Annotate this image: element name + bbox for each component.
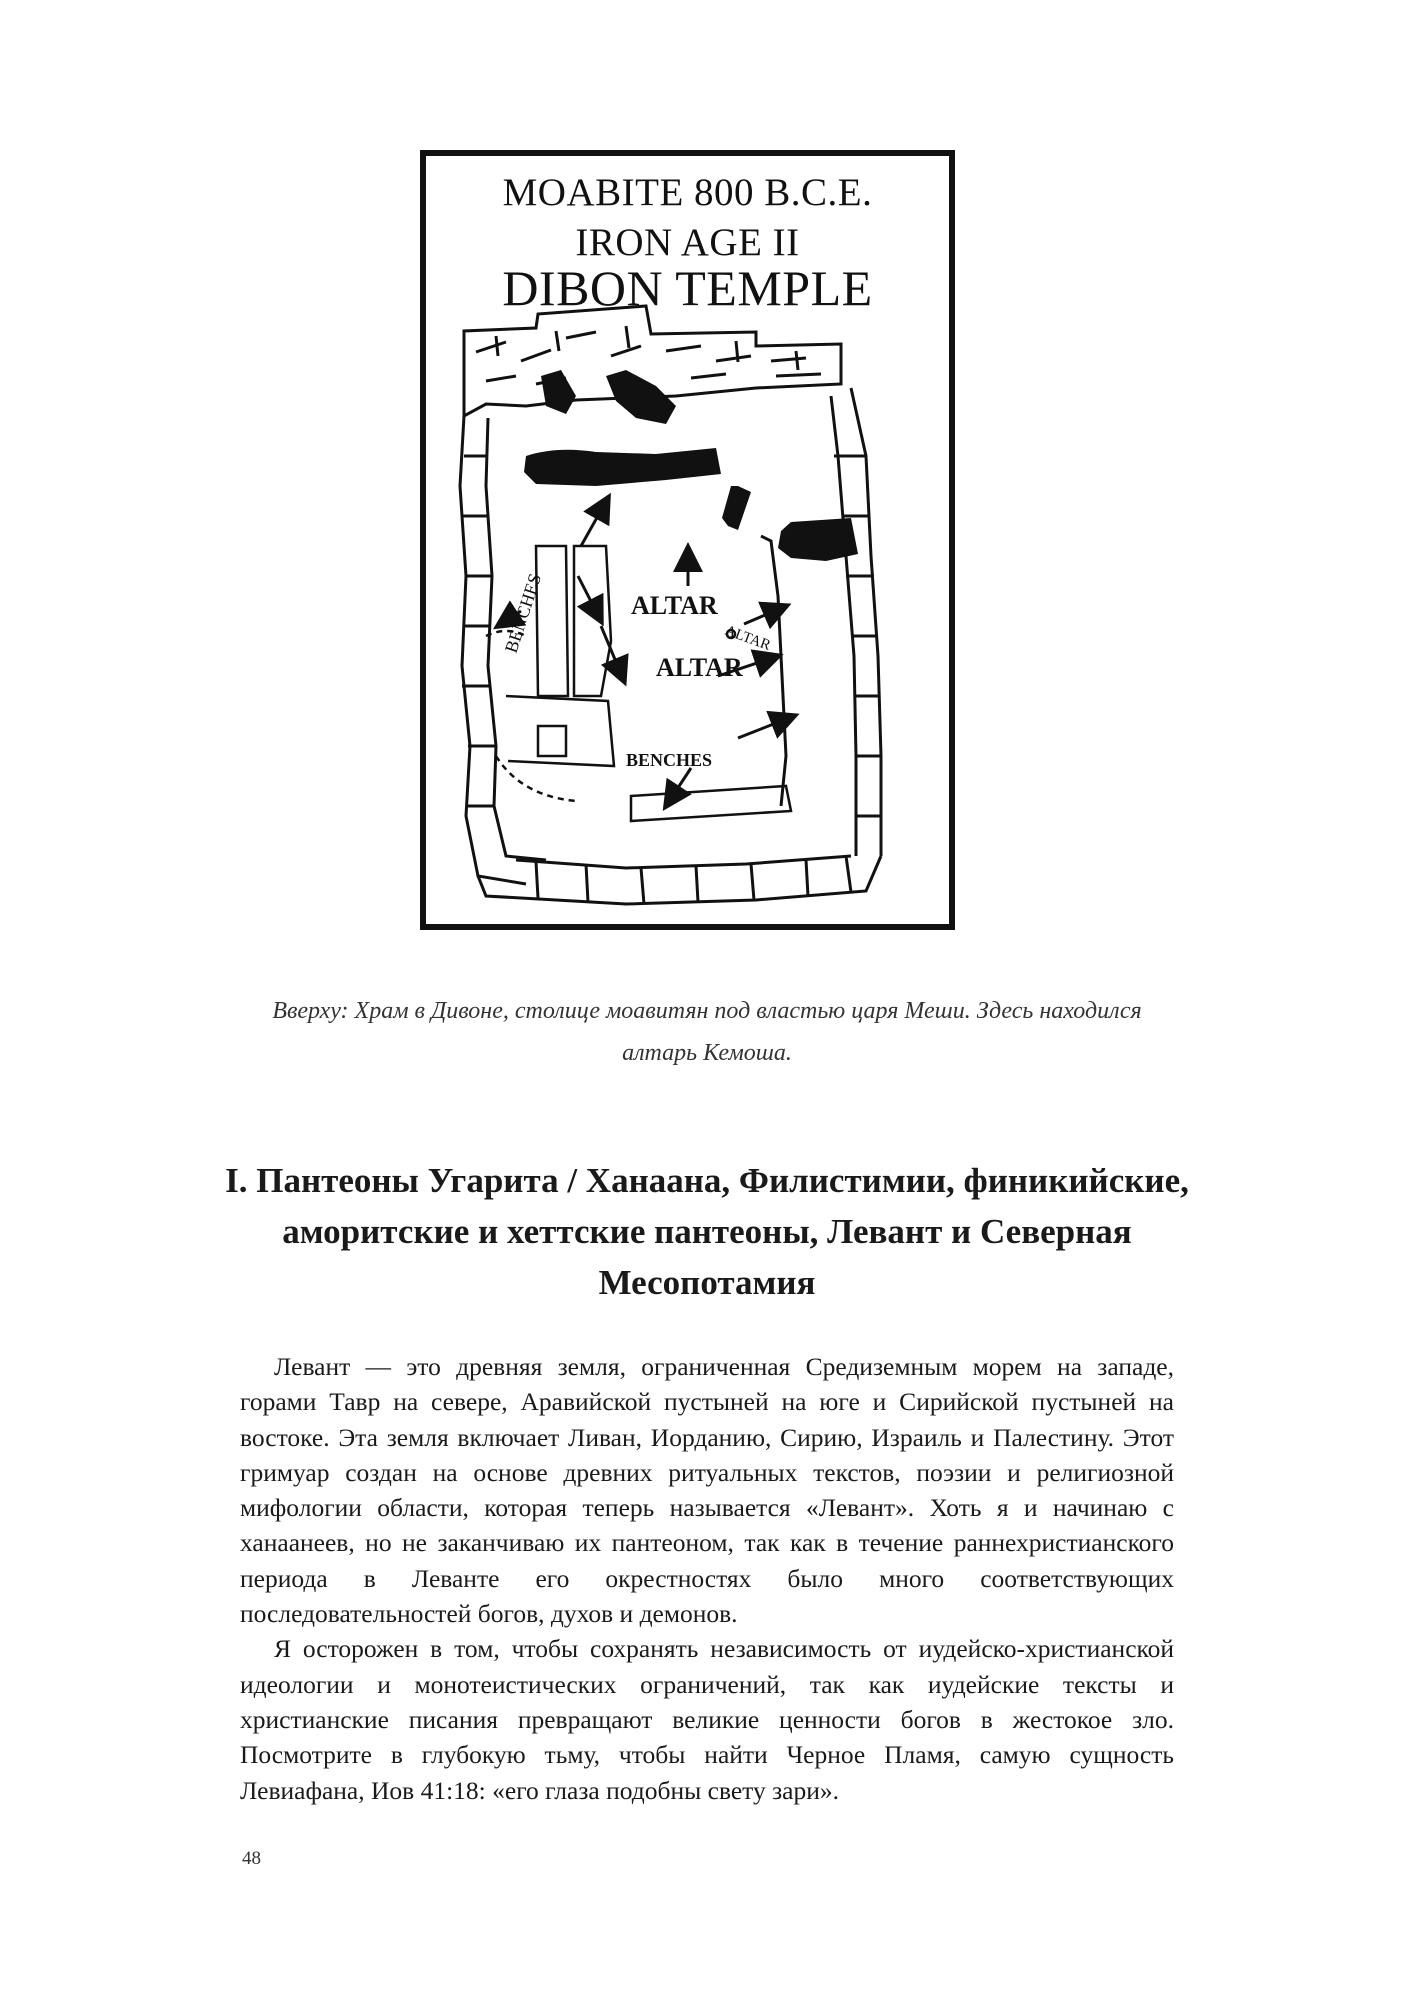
page-number: 48 <box>242 1848 261 1869</box>
temple-plan-figure <box>420 150 955 930</box>
south-wall <box>478 856 881 904</box>
figure-title-line-3: DIBON TEMPLE <box>502 260 873 316</box>
dark-fills <box>524 370 858 561</box>
figure-title-line-1: MOABITE 800 B.C.E. <box>502 171 873 214</box>
temple-plan-drawing <box>426 156 949 924</box>
plan-label-altar-lower: ALTAR <box>656 653 743 682</box>
plan-label-altar-small: ALTAR <box>722 622 773 654</box>
paragraph: Левант — это древняя земля, ограниченная Средиземным морем на западе, горами Тавр на севере, Аравийской пустыней на юге и Сирийской пустыней на востоке. Эта земля включает Ливан, Иорданию, Сирию, Израиль и Палестину. Этот гримуар создан на основе древних ритуальных текстов, поэзии и религиозной мифологии области, которая теперь называется «Левант». Хоть я и начинаю с ханаанеев, но не заканчиваю их пантеоном, так как в течение раннехристианского периода в Леванте его окрестностях было много соответствующих последовательностей богов, духов и демонов. <box>240 1352 1174 1629</box>
plan-label-benches-vertical: BENCHES <box>500 571 546 656</box>
figure-caption: Вверху: Храм в Дивоне, столице моавитян под властью царя Меши. Здесь находился алтарь Кемоша. <box>272 998 1142 1066</box>
plan-label-altar-main: ALTAR <box>631 591 718 620</box>
plan-label-benches-bottom: BENCHES <box>626 750 713 770</box>
section-heading: I. Пантеоны Угарита / Ханаана, Филистимии, финикийские, аморитские и хеттские пантеоны, Левант и Северная Месопотамия <box>225 1161 1189 1302</box>
figure-title-line-2: IRON AGE II <box>575 221 800 264</box>
body-text <box>240 1349 1174 1808</box>
paragraph: Я осторожен в том, чтобы сохранять независимость от иудейско-христианской идеологии и монотеистических ограничений, так как иудейские тексты и христианские писания превращают великие ценности богов в жестокое зло. Посмотрите в глубокую тьму, чтобы найти Черное Пламя, самую сущность Левиафана, Иов 41:18: «его глаза подобны свету зари». <box>240 1634 1174 1805</box>
